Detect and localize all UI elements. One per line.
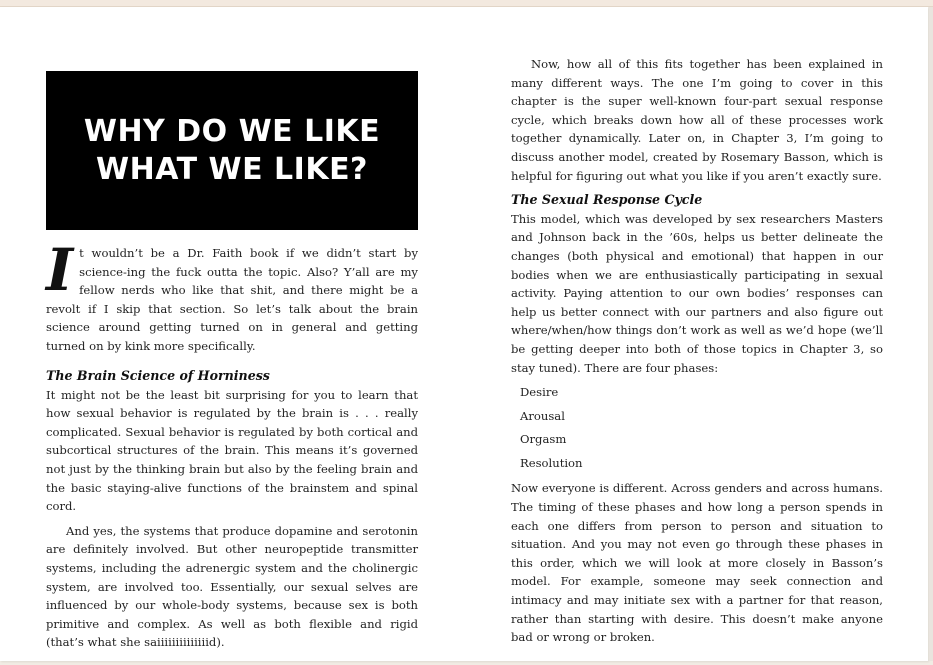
paragraph: Now, how all of this fits together has been explained in many different ways. The one I’m going to cover in this chapter is the super well-known four-part sexual response cycle, which breaks down how all of these processes work together dynamically. Later on, in Chapter 3, I’m going to discuss another model, created by Rosemary Basson, which is helpful for figuring out what you like if you aren’t exactly sure. (511, 57, 883, 183)
drop-cap: I (46, 236, 74, 304)
paragraph: And yes, the systems that produce dopamine and serotonin are definitely involved. But other neuropeptide transmitter systems, including the adrenergic system and the cholinergic system, are involved too. Essentially, our sexual selves are influenced by our whole-body systems, because sex is both primitive and complex. As well as both flexible and rigid (that’s what she saiiiiiiiiiiiiiid). (46, 523, 418, 650)
book-spread (0, 7, 928, 661)
paragraph: This model, which was developed by sex researchers Masters and Johnson back in the ’60s, helps us better delineate the changes (both physical and emotional) that happen in our bodies when we are enthusiastically participating in sexual activity. Paying attention to our own bodies’ responses can help us better connect with our partners and also figure out where/when/how things don’t work as well as we’d hope (we’ll be getting deeper into both of those topics in Chapter 3, so stay tuned). There are four phases: (511, 211, 883, 375)
section-heading-response-cycle: The Sexual Response Cycle (511, 192, 703, 208)
top-bar (0, 0, 933, 7)
paragraph: Now everyone is different. Across genders and across humans. The timing of these phases and how long a person spends in each one differs from person to person and situation to situation. And you may not even go through these phases in this order, which we will look at more closely in Basson’s model. For example, someone may seek connection and intimacy and may initiate sex with a partner for that reason, rather than starting with desire. This doesn’t make anyone bad or wrong or broken. (511, 481, 883, 645)
intro-text: t wouldn’t be a Dr. Faith book if we didn’t start by science-ing the fuck outta the topic. Also? Y’all are my fellow nerds who like that shit, and there might be a revolt if I skip that section. So let’s talk about the brain science around getting turned on in general and getting turned on by kink more specifically. (46, 246, 418, 353)
chapter-title: WHY DO WE LIKE WHAT WE LIKE? (83, 113, 381, 187)
list-item: Orgasm (520, 432, 567, 447)
intro-paragraph (46, 236, 418, 356)
chapter-title-box (46, 71, 418, 230)
phase-list (520, 381, 883, 475)
left-column-section (46, 367, 418, 652)
list-item: Desire (520, 385, 559, 400)
list-item: Resolution (520, 455, 583, 470)
list-item: Arousal (520, 408, 565, 423)
scrollbar[interactable] (929, 7, 933, 661)
section-heading-brain-science: The Brain Science of Horniness (46, 368, 270, 383)
paragraph: It might not be the least bit surprising for you to learn that how sexual behavior is regulated by the brain is . . . really complicated. Sexual behavior is regulated by both cortical and subcortical structures of the brain. This means it’s governed not just by the thinking brain but also by the feeling brain and the basic staying-alive functions of the brainstem and spinal cord. (46, 387, 418, 514)
right-column (511, 55, 883, 647)
